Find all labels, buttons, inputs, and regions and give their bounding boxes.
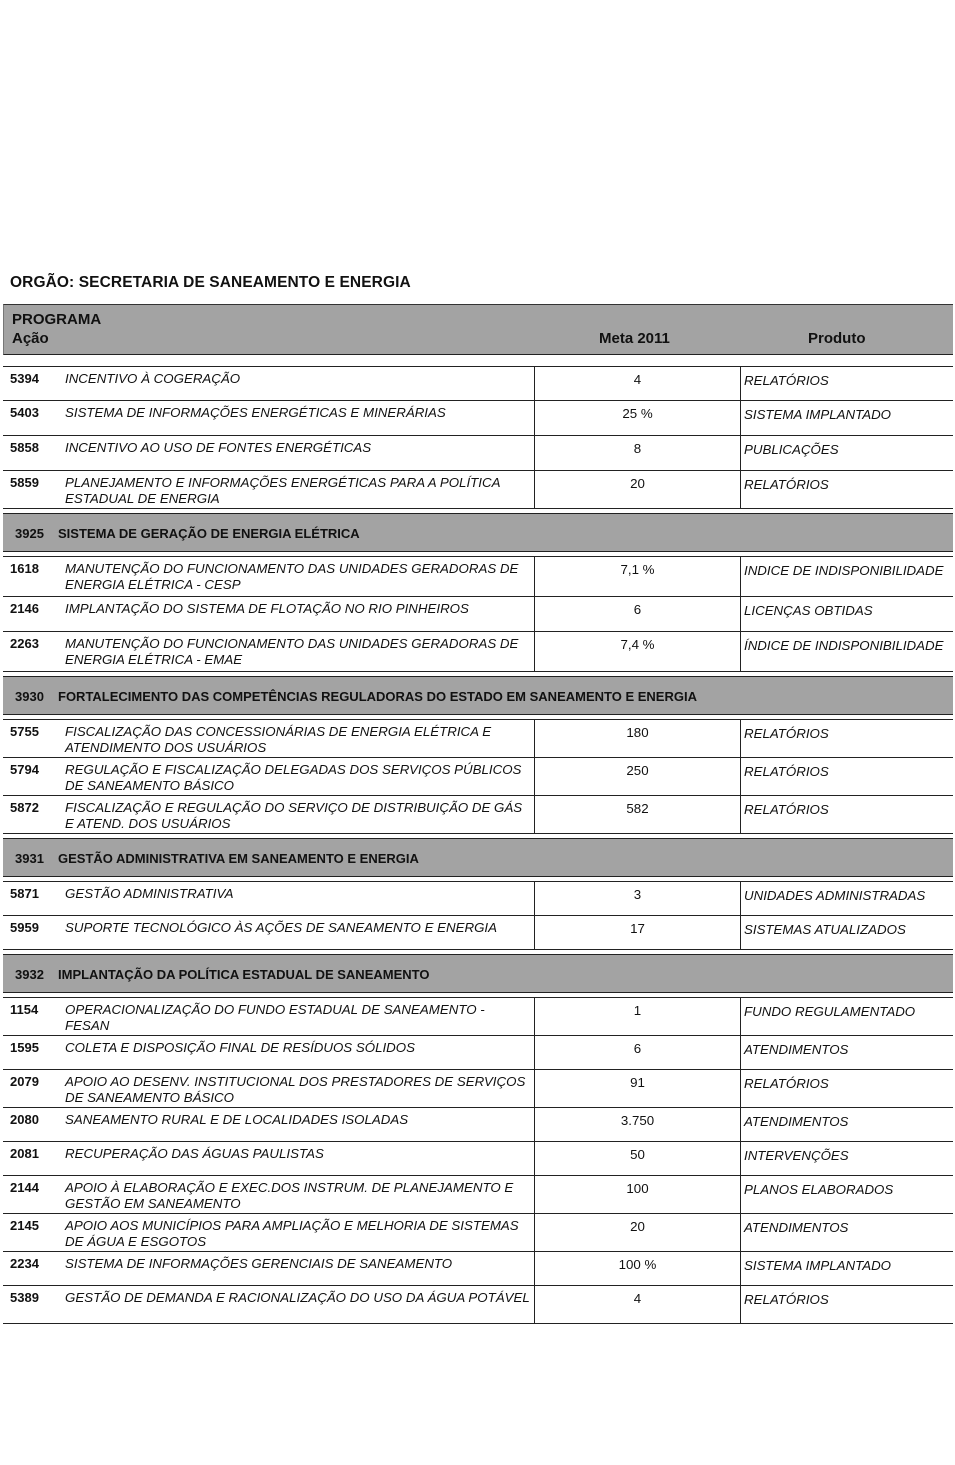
action-code: 2234 bbox=[10, 1256, 39, 1271]
product-value: RELATÓRIOS bbox=[744, 373, 829, 388]
table-header bbox=[3, 304, 953, 355]
meta-value: 250 bbox=[534, 758, 741, 795]
table-row bbox=[3, 719, 953, 757]
meta-value: 582 bbox=[534, 796, 741, 833]
product-value: PLANOS ELABORADOS bbox=[744, 1182, 894, 1197]
product-value: SISTEMAS ATUALIZADOS bbox=[744, 922, 906, 937]
action-description: FISCALIZAÇÃO DAS CONCESSIONÁRIAS DE ENERGIA ELÉTRICA E ATENDIMENTO DOS USUÁRIOS bbox=[65, 724, 492, 755]
table-row bbox=[3, 757, 953, 795]
meta-value: 6 bbox=[534, 597, 741, 631]
table-row bbox=[3, 1141, 953, 1175]
meta-value: 100 bbox=[534, 1176, 741, 1213]
action-description: APOIO AO DESENV. INSTITUCIONAL DOS PRESTADORES DE SERVIÇOS DE SANEAMENTO BÁSICO bbox=[65, 1074, 526, 1105]
actions-table bbox=[3, 366, 953, 1324]
program-code: 3931 bbox=[15, 851, 44, 866]
action-description: APOIO À ELABORAÇÃO E EXEC.DOS INSTRUM. DE PLANEJAMENTO E GESTÃO EM SANEAMENTO bbox=[65, 1180, 514, 1211]
action-description: MANUTENÇÃO DO FUNCIONAMENTO DAS UNIDADES GERADORAS DE ENERGIA ELÉTRICA - EMAE bbox=[65, 636, 519, 667]
meta-value: 180 bbox=[534, 720, 741, 757]
table-row bbox=[3, 400, 953, 435]
section-bottom-rule bbox=[3, 671, 953, 672]
product-value: INDICE DE INDISPONIBILIDADE bbox=[744, 563, 944, 578]
action-code: 5389 bbox=[10, 1290, 39, 1305]
section-bottom-rule bbox=[3, 949, 953, 950]
action-code: 2145 bbox=[10, 1218, 39, 1233]
table-row bbox=[3, 470, 953, 508]
action-description: INCENTIVO À COGERAÇÃO bbox=[65, 371, 241, 386]
action-code: 5858 bbox=[10, 440, 39, 455]
product-value: UNIDADES ADMINISTRADAS bbox=[744, 888, 926, 903]
program-title: IMPLANTAÇÃO DA POLÍTICA ESTADUAL DE SANEAMENTO bbox=[58, 967, 430, 982]
product-value: RELATÓRIOS bbox=[744, 726, 829, 741]
program-title: GESTÃO ADMINISTRATIVA EM SANEAMENTO E ENERGIA bbox=[58, 851, 419, 866]
action-code: 2079 bbox=[10, 1074, 39, 1089]
action-description: FISCALIZAÇÃO E REGULAÇÃO DO SERVIÇO DE DISTRIBUIÇÃO DE GÁS E ATEND. DOS USUÁRIOS bbox=[65, 800, 523, 831]
meta-value: 4 bbox=[534, 1286, 741, 1323]
meta-value: 4 bbox=[534, 367, 741, 400]
action-code: 2144 bbox=[10, 1180, 39, 1195]
header-produto: Produto bbox=[808, 330, 866, 347]
product-value: RELATÓRIOS bbox=[744, 802, 829, 817]
action-code: 2080 bbox=[10, 1112, 39, 1127]
table-row bbox=[3, 795, 953, 833]
section-bottom-rule bbox=[3, 833, 953, 834]
table-row bbox=[3, 596, 953, 631]
action-description: APOIO AOS MUNICÍPIOS PARA AMPLIAÇÃO E MELHORIA DE SISTEMAS DE ÁGUA E ESGOTOS bbox=[65, 1218, 519, 1249]
action-description: INCENTIVO AO USO DE FONTES ENERGÉTICAS bbox=[65, 440, 372, 455]
program-title: SISTEMA DE GERAÇÃO DE ENERGIA ELÉTRICA bbox=[58, 526, 360, 541]
action-code: 5959 bbox=[10, 920, 39, 935]
program-code: 3925 bbox=[15, 526, 44, 541]
action-description: RECUPERAÇÃO DAS ÁGUAS PAULISTAS bbox=[65, 1146, 324, 1161]
meta-value: 7,1 % bbox=[534, 557, 741, 596]
product-value: RELATÓRIOS bbox=[744, 1292, 829, 1307]
product-value: RELATÓRIOS bbox=[744, 477, 829, 492]
action-description: PLANEJAMENTO E INFORMAÇÕES ENERGÉTICAS PARA A POLÍTICA ESTADUAL DE ENERGIA bbox=[65, 475, 500, 506]
orgao-title: ORGÃO: SECRETARIA DE SANEAMENTO E ENERGIA bbox=[10, 274, 411, 291]
meta-value: 91 bbox=[534, 1070, 741, 1107]
table-row bbox=[3, 1035, 953, 1069]
section-bottom-rule bbox=[3, 1323, 953, 1324]
program-group-header bbox=[3, 676, 953, 715]
section-bottom-rule bbox=[3, 508, 953, 509]
product-value: INTERVENÇÕES bbox=[744, 1148, 849, 1163]
action-code: 5859 bbox=[10, 475, 39, 490]
action-description: SISTEMA DE INFORMAÇÕES ENERGÉTICAS E MINERÁRIAS bbox=[65, 405, 446, 420]
meta-value: 1 bbox=[534, 998, 741, 1035]
action-code: 5755 bbox=[10, 724, 39, 739]
product-value: RELATÓRIOS bbox=[744, 1076, 829, 1091]
product-value: ATENDIMENTOS bbox=[744, 1042, 849, 1057]
product-value: SISTEMA IMPLANTADO bbox=[744, 407, 892, 422]
action-code: 5394 bbox=[10, 371, 39, 386]
action-description: SISTEMA DE INFORMAÇÕES GERENCIAIS DE SANEAMENTO bbox=[65, 1256, 453, 1271]
program-code: 3932 bbox=[15, 967, 44, 982]
meta-value: 100 % bbox=[534, 1252, 741, 1285]
action-description: MANUTENÇÃO DO FUNCIONAMENTO DAS UNIDADES GERADORAS DE ENERGIA ELÉTRICA - CESP bbox=[65, 561, 519, 592]
meta-value: 3.750 bbox=[534, 1108, 741, 1141]
table-row bbox=[3, 556, 953, 596]
product-value: ATENDIMENTOS bbox=[744, 1114, 849, 1129]
product-value: LICENÇAS OBTIDAS bbox=[744, 603, 873, 618]
action-code: 1154 bbox=[10, 1002, 39, 1017]
table-row bbox=[3, 915, 953, 949]
program-code: 3930 bbox=[15, 689, 44, 704]
table-row bbox=[3, 366, 953, 400]
action-description: GESTÃO DE DEMANDA E RACIONALIZAÇÃO DO USO DA ÁGUA POTÁVEL bbox=[65, 1290, 530, 1305]
action-code: 2081 bbox=[10, 1146, 39, 1161]
header-programa: PROGRAMA bbox=[12, 311, 102, 328]
meta-value: 6 bbox=[534, 1036, 741, 1069]
meta-value: 17 bbox=[534, 916, 741, 949]
table-row bbox=[3, 997, 953, 1035]
action-description: GESTÃO ADMINISTRATIVA bbox=[65, 886, 234, 901]
meta-value: 20 bbox=[534, 471, 741, 508]
action-code: 5872 bbox=[10, 800, 39, 815]
product-value: SISTEMA IMPLANTADO bbox=[744, 1258, 892, 1273]
table-row bbox=[3, 1251, 953, 1285]
product-value: ÍNDICE DE INDISPONIBILIDADE bbox=[744, 638, 944, 653]
header-acao: Ação bbox=[12, 330, 49, 347]
table-row bbox=[3, 1213, 953, 1251]
action-code: 5403 bbox=[10, 405, 39, 420]
program-group-header bbox=[3, 838, 953, 877]
table-row bbox=[3, 631, 953, 671]
product-value: RELATÓRIOS bbox=[744, 764, 829, 779]
action-code: 1595 bbox=[10, 1040, 39, 1055]
table-row bbox=[3, 1107, 953, 1141]
meta-value: 25 % bbox=[534, 401, 741, 435]
meta-value: 50 bbox=[534, 1142, 741, 1175]
action-description: SUPORTE TECNOLÓGICO ÀS AÇÕES DE SANEAMENTO E ENERGIA bbox=[65, 920, 497, 935]
program-title: FORTALECIMENTO DAS COMPETÊNCIAS REGULADORAS DO ESTADO EM SANEAMENTO E ENERGIA bbox=[58, 689, 697, 704]
product-value: PUBLICAÇÕES bbox=[744, 442, 839, 457]
action-description: COLETA E DISPOSIÇÃO FINAL DE RESÍDUOS SÓLIDOS bbox=[65, 1040, 415, 1055]
meta-value: 7,4 % bbox=[534, 632, 741, 671]
action-code: 1618 bbox=[10, 561, 39, 576]
meta-value: 20 bbox=[534, 1214, 741, 1251]
action-description: OPERACIONALIZAÇÃO DO FUNDO ESTADUAL DE SANEAMENTO - FESAN bbox=[65, 1002, 485, 1033]
action-code: 2146 bbox=[10, 601, 39, 616]
meta-value: 3 bbox=[534, 882, 741, 915]
header-meta: Meta 2011 bbox=[599, 330, 670, 347]
action-description: IMPLANTAÇÃO DO SISTEMA DE FLOTAÇÃO NO RIO PINHEIROS bbox=[65, 601, 469, 616]
table-row bbox=[3, 1175, 953, 1213]
table-row bbox=[3, 881, 953, 915]
meta-value: 8 bbox=[534, 436, 741, 470]
action-code: 2263 bbox=[10, 636, 39, 651]
action-description: REGULAÇÃO E FISCALIZAÇÃO DELEGADAS DOS SERVIÇOS PÚBLICOS DE SANEAMENTO BÁSICO bbox=[65, 762, 522, 793]
product-value: ATENDIMENTOS bbox=[744, 1220, 849, 1235]
action-code: 5794 bbox=[10, 762, 39, 777]
program-group-header bbox=[3, 954, 953, 993]
program-group-header bbox=[3, 513, 953, 552]
action-description: SANEAMENTO RURAL E DE LOCALIDADES ISOLADAS bbox=[65, 1112, 409, 1127]
product-value: FUNDO REGULAMENTADO bbox=[744, 1004, 916, 1019]
table-row bbox=[3, 435, 953, 470]
table-row bbox=[3, 1069, 953, 1107]
table-row bbox=[3, 1285, 953, 1323]
action-code: 5871 bbox=[10, 886, 39, 901]
